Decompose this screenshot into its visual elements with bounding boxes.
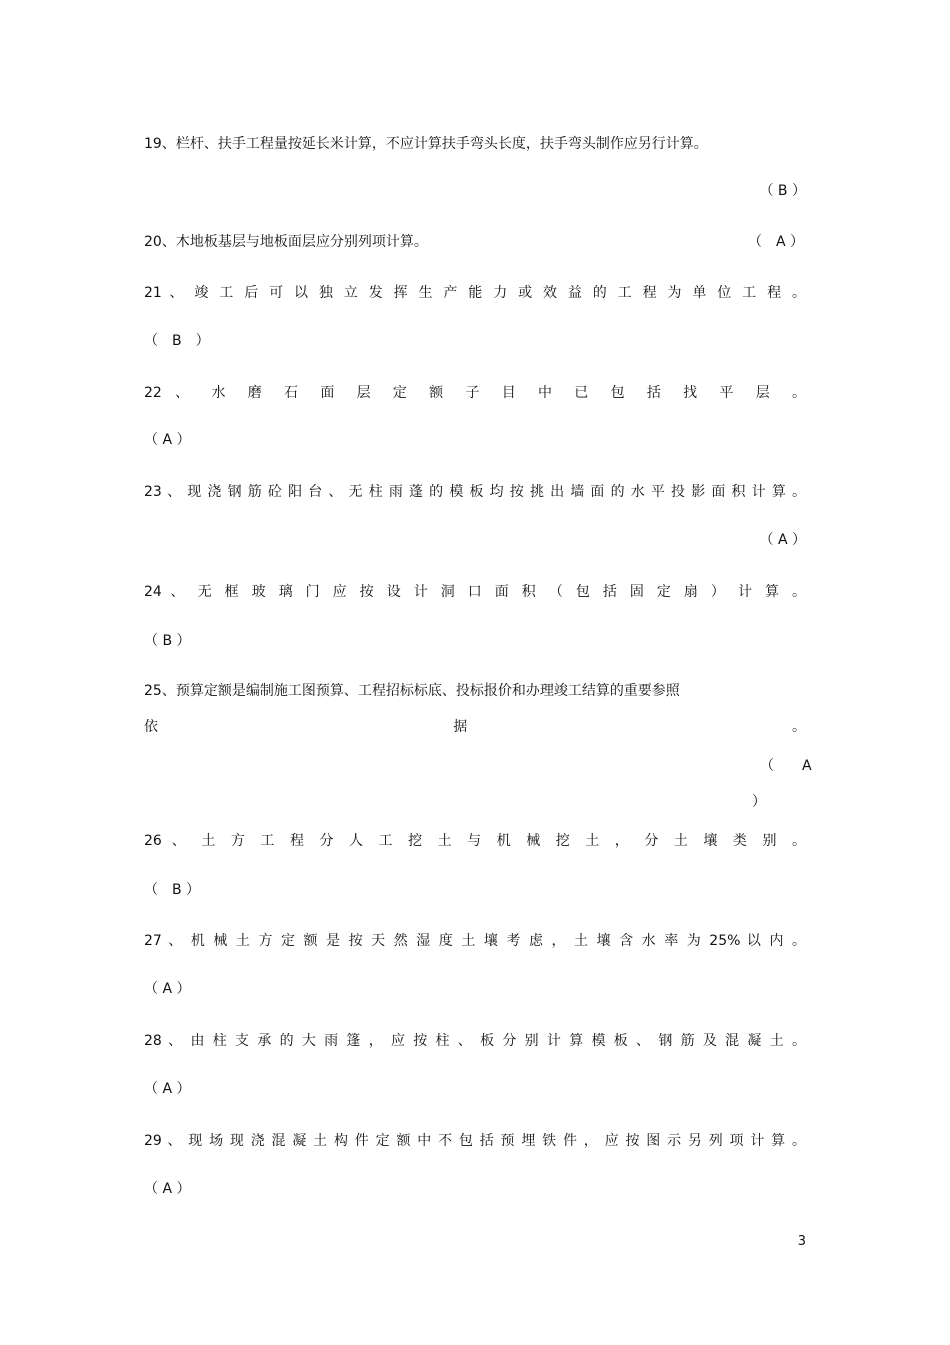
answer-mark-open: （ A	[760, 758, 812, 774]
answer-mark: （ A ）	[144, 432, 191, 448]
question-text: 22 、 水 磨 石 面 层 定 额 子 目 中 已 包 括 找 平 层 。	[144, 385, 806, 401]
question-text: 20、木地板基层与地板面层应分别列项计算。	[144, 234, 428, 250]
question-text: 21 、 竣 工 后 可 以 独 立 发 挥 生 产 能 力 或 效 益 的 工 程 为 单 位 工 程 。	[144, 285, 806, 301]
question-text: 19、栏杆、扶手工程量按延长米计算，不应计算扶手弯头长度，扶手弯头制作应另行计算。	[144, 136, 708, 152]
answer-mark: （ A ）	[144, 1181, 191, 1197]
answer-mark: （ B ）	[759, 183, 806, 199]
answer-mark: （ A ）	[759, 532, 806, 548]
answer-mark: （ A ）	[748, 234, 805, 250]
answer-mark: （ B ）	[144, 633, 191, 649]
question-text: 26 、 土 方 工 程 分 人 工 挖 土 与 机 械 挖 土 ， 分 土 壤 类 别 。	[144, 833, 806, 849]
question-text: 28 、 由 柱 支 承 的 大 雨 篷 ， 应 按 柱 、 板 分 别 计 算 模 板 、 钢 筋 及 混 凝 土 。	[144, 1033, 806, 1049]
question-text: 24 、 无 框 玻 璃 门 应 按 设 计 洞 口 面 积 （ 包 括 固 定 扇 ） 计 算 。	[144, 584, 806, 600]
question-text-continued: 依 据 。	[144, 719, 806, 735]
question-text: 23 、 现 浇 钢 筋 砼 阳 台 、 无 柱 雨 蓬 的 模 板 均 按 挑 出 墙 面 的 水 平 投 影 面 积 计 算 。	[144, 484, 806, 500]
answer-mark: （ A ）	[144, 1081, 191, 1097]
answer-mark: （ A ）	[144, 981, 191, 997]
page-number: 3	[797, 1234, 806, 1249]
answer-mark: （ B ）	[144, 333, 210, 349]
answer-mark: （ B ）	[144, 882, 201, 898]
answer-mark-close: ）	[752, 794, 766, 810]
question-text: 27 、 机 械 土 方 定 额 是 按 天 然 湿 度 土 壤 考 虑 ， 土 壤 含 水 率 为 25% 以 内 。	[144, 933, 806, 949]
question-text: 29 、 现 场 现 浇 混 凝 土 构 件 定 额 中 不 包 括 预 埋 铁 件 ， 应 按 图 示 另 列 项 计 算 。	[144, 1133, 806, 1149]
question-text: 25、预算定额是编制施工图预算、工程招标标底、投标报价和办理竣工结算的重要参照	[144, 683, 680, 699]
